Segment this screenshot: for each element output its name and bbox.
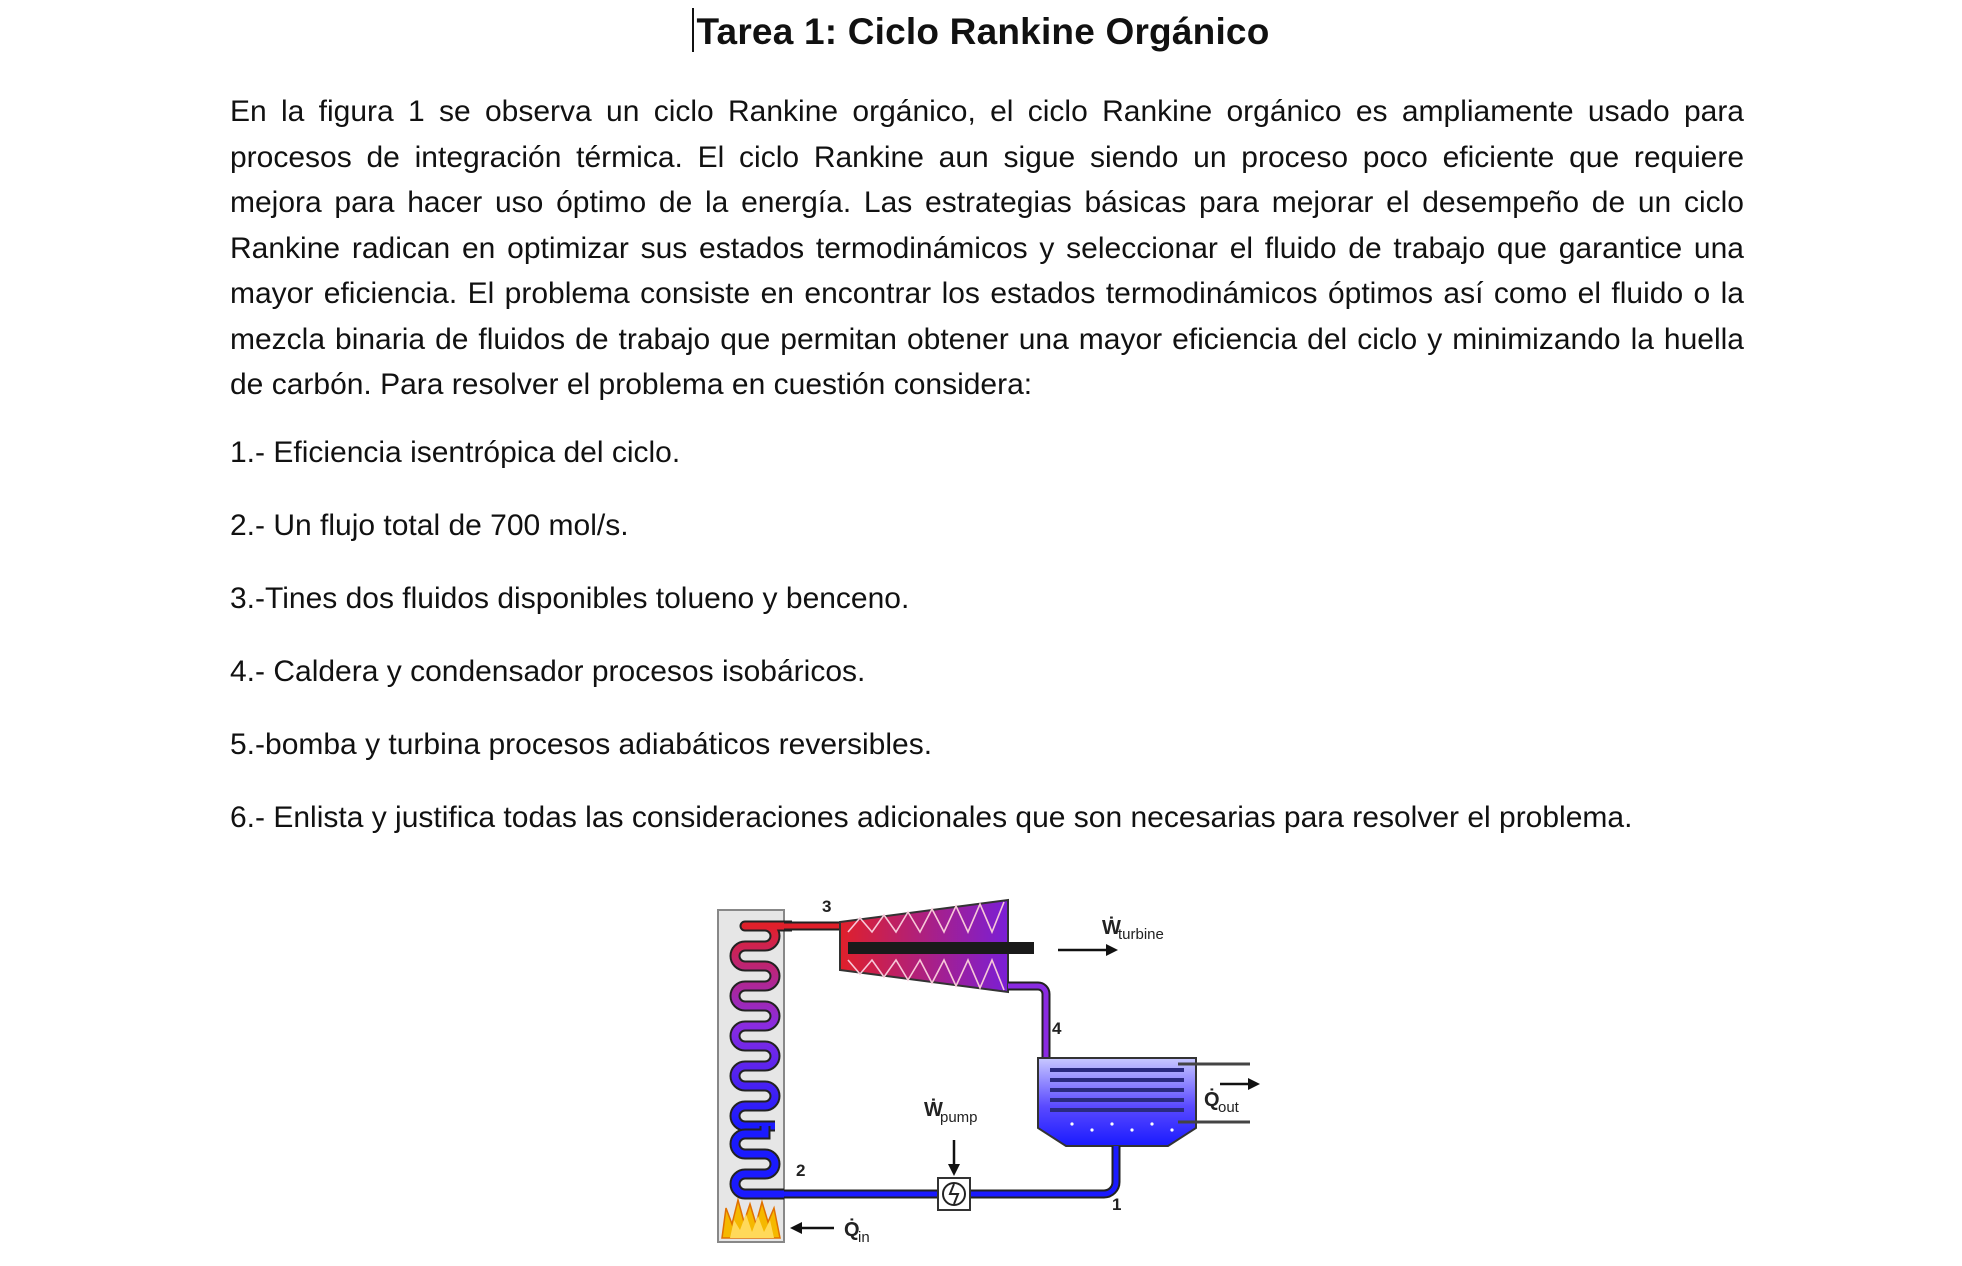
q-out-subscript: out <box>1218 1099 1239 1116</box>
state-label-2: 2 <box>796 1161 806 1180</box>
intro-paragraph: En la figura 1 se observa un ciclo Rankine orgánico, el ciclo Rankine orgánico es ampliamente usado para procesos de integración térmica. El ciclo Rankine aun sigue siendo un proceso poco eficiente que requiere mejora para hacer uso óptimo de la energía. Las estrategias básicas para mejorar el desempeño de un ciclo Rankine radican en optimizar sus estados termodinámicos y seleccionar el fluido de trabajo que garantice una mayor eficiencia. El problema consiste en encontrar los estados termodinámicos óptimos así como el fluido o la mezcla binaria de fluidos de trabajo que permitan obtener una mayor eficiencia del ciclo y minimizando la huella de carbón. Para resolver el problema en cuestión considera: <box>230 95 1744 401</box>
q-in-subscript: in <box>858 1229 870 1246</box>
list-item-5: 5.-bomba y turbina procesos adiabáticos reversibles. <box>230 728 933 761</box>
list-item-4: 4.- Caldera y condensador procesos isobáricos. <box>230 655 866 688</box>
pipe-state-4 <box>1008 986 1046 1058</box>
w-pump-symbol: Ẇ <box>924 1099 943 1121</box>
q-out-arrow-icon <box>1220 1078 1260 1090</box>
w-turbine-subscript: turbine <box>1118 926 1164 943</box>
pump-icon <box>938 1178 970 1210</box>
list-item-6: 6.- Enlista y justifica todas las consideraciones adicionales que son necesarias para resolver el problema. <box>230 801 1633 834</box>
q-in-arrow-icon <box>790 1222 834 1234</box>
w-turbine-symbol: Ẇ <box>1102 917 1121 939</box>
list-item-2: 2.- Un flujo total de 700 mol/s. <box>230 509 629 542</box>
text-cursor <box>692 8 694 52</box>
w-turbine-arrow-icon <box>1058 944 1118 956</box>
q-out-symbol: Q̇ <box>1204 1089 1220 1111</box>
state-label-4: 4 <box>1052 1019 1062 1038</box>
w-pump-arrow-icon <box>948 1140 960 1176</box>
page-title <box>0 8 1962 53</box>
title-text: Tarea 1: Ciclo Rankine Orgánico <box>696 11 1270 52</box>
list-item-1: 1.- Eficiencia isentrópica del ciclo. <box>230 436 681 469</box>
list-item-3: 3.-Tines dos fluidos disponibles tolueno y benceno. <box>230 582 910 615</box>
state-label-3: 3 <box>822 897 832 916</box>
rankine-cycle-diagram <box>700 882 1280 1252</box>
state-label-1: 1 <box>1112 1195 1122 1214</box>
q-in-symbol: Q̇ <box>844 1219 860 1241</box>
w-pump-subscript: pump <box>940 1109 978 1126</box>
turbine-shaft <box>848 942 1034 954</box>
